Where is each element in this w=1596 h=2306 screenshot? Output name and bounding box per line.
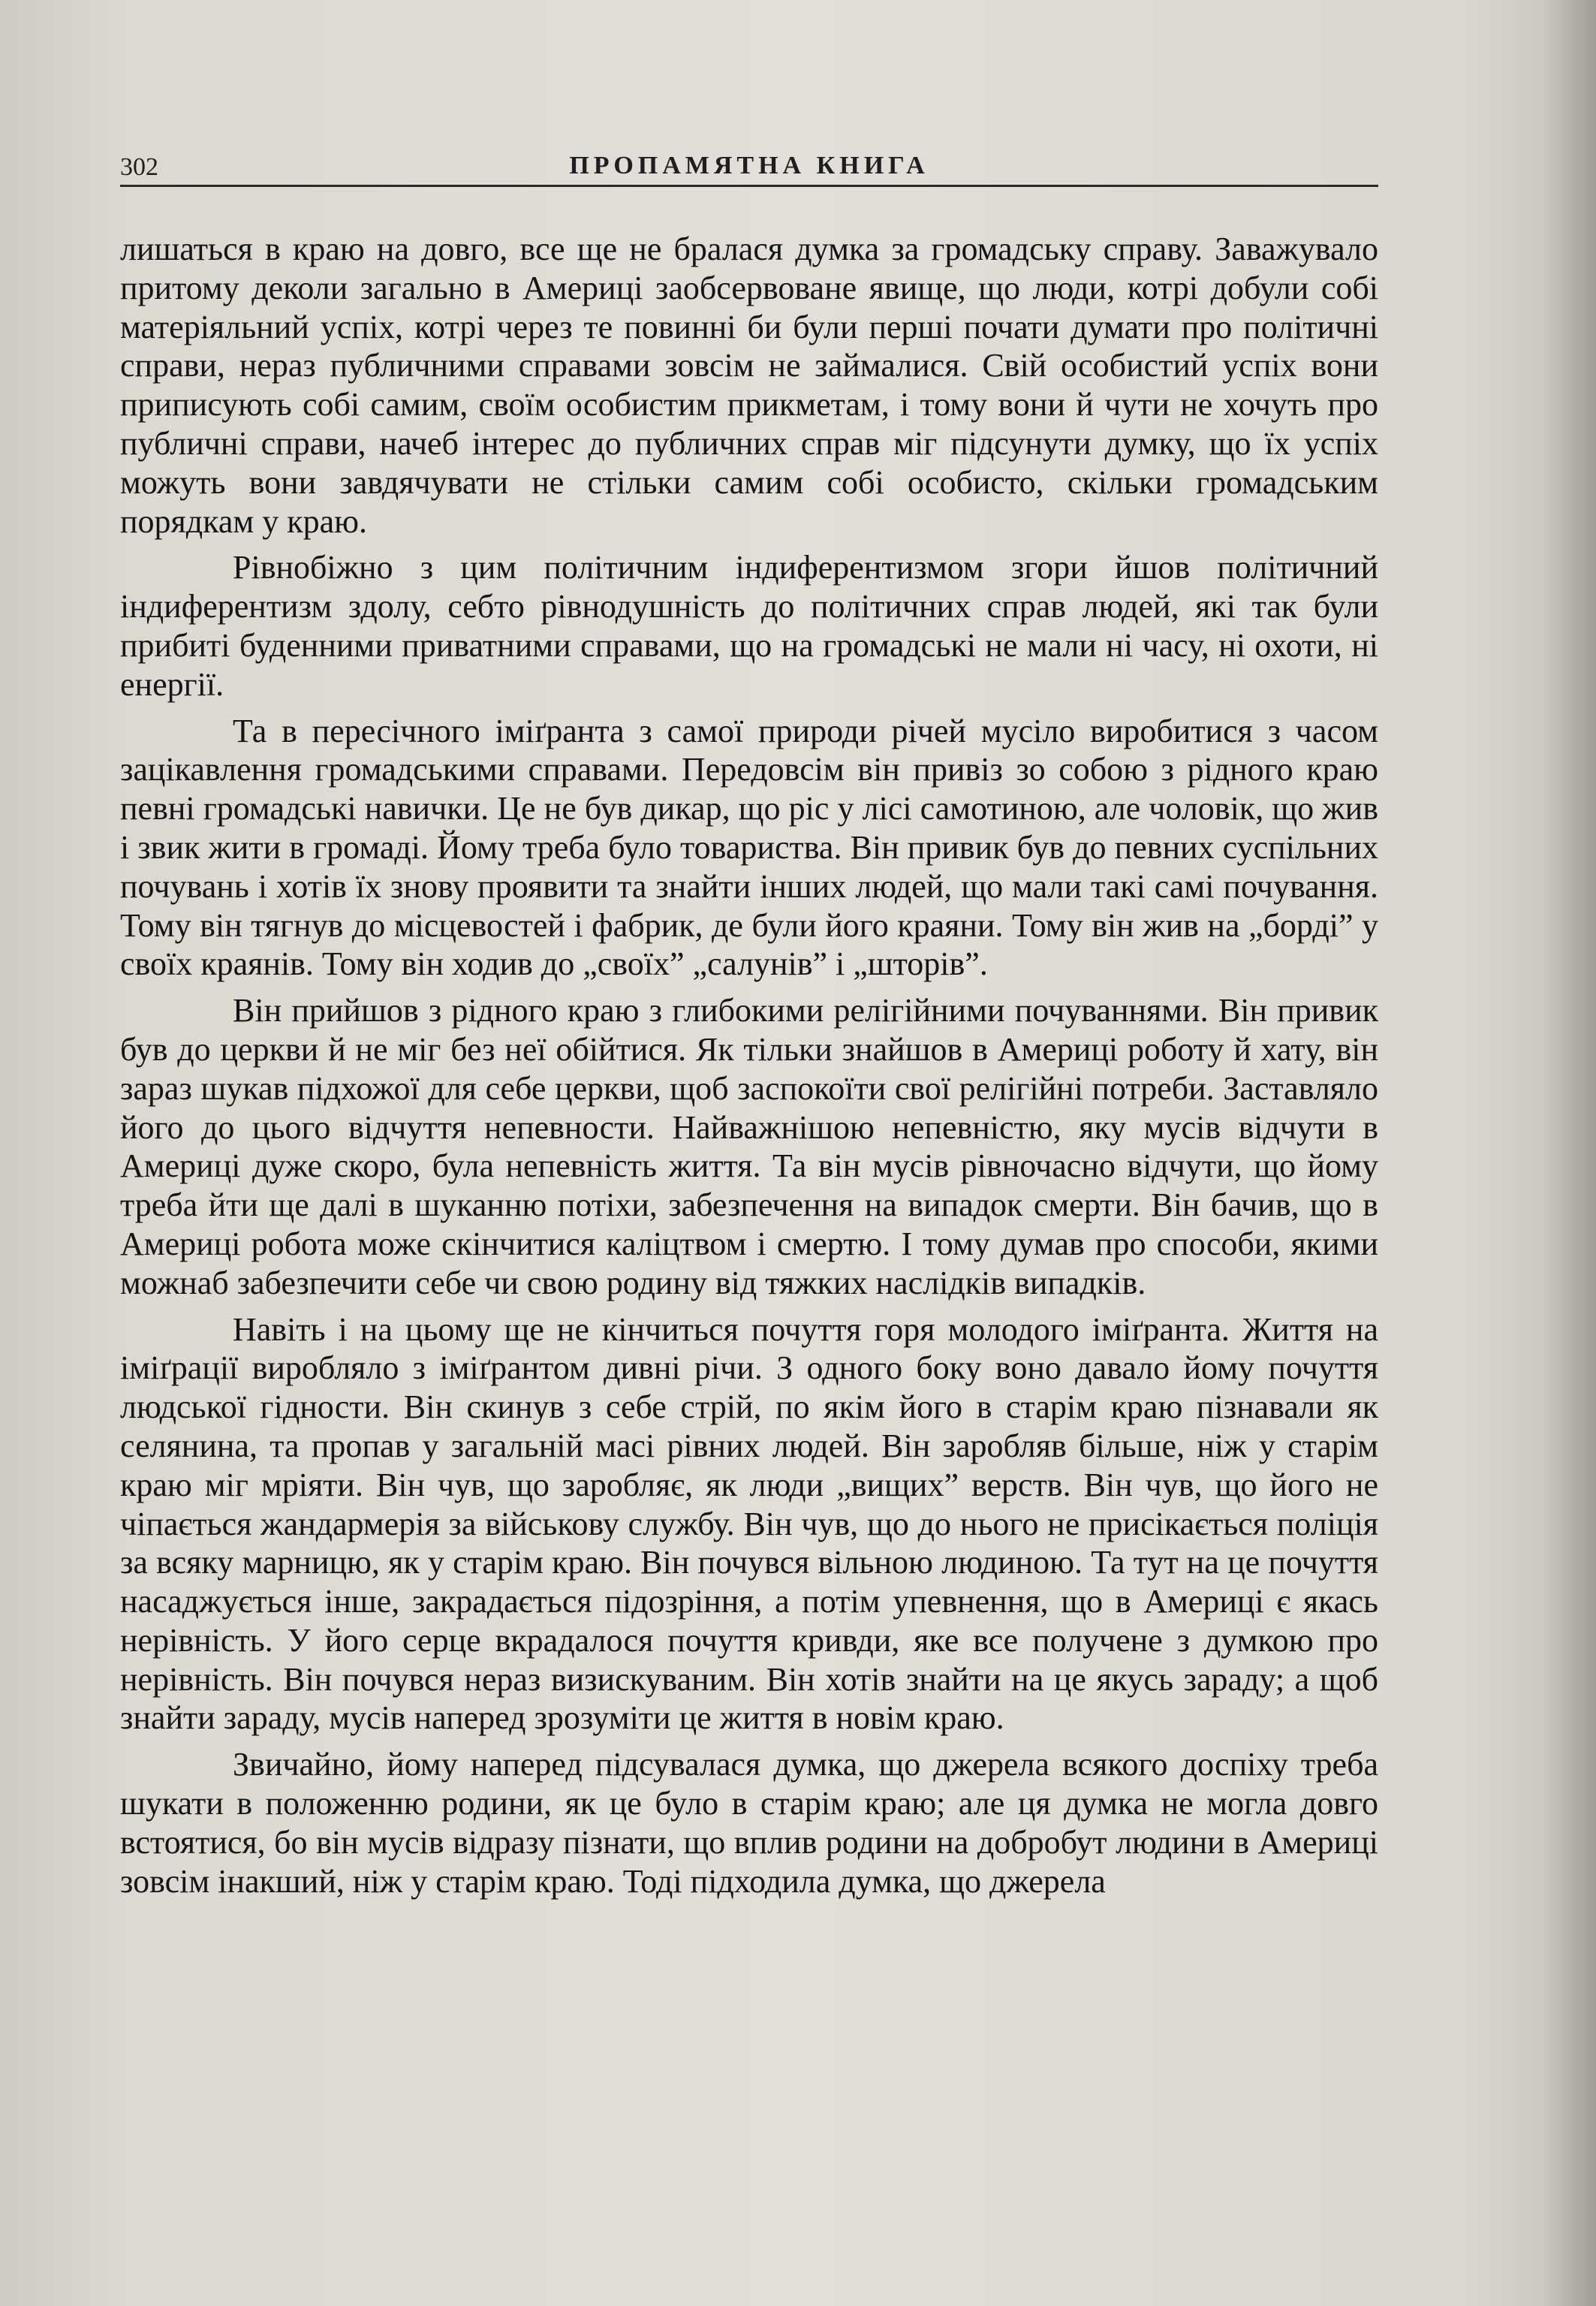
paragraph: Він прийшов з рідного краю з глибокими релігійними почуваннями. Він привик був до церкви й не міг без неї обійтися. Як тільки знайшов в Америці роботу й хату, він зараз шукав підхожої для себе церкви, щоб заспокоїти свої релігійні потреби. Заставляло його до цього відчуття непевности. Найважнішою непевністю, яку мусів відчути в Америці дуже скоро, була непевність життя. Та він мусів рівночасно відчути, що йому треба йти ще далі в шуканню потіхи, забезпечення на випадок смерти. Він бачив, що в Америці робота може скінчитися каліцтвом і смертю. І тому думав про способи, якими можнаб забезпечити себе чи свою родину від тяжких наслідків випадків. [120,992,1378,1301]
paragraph: Навіть і на цьому ще не кінчиться почуття горя молодого іміґранта. Життя на іміґрації виробляло з іміґрантом дивні річи. З одного боку воно давало йому почуття людської гідности. Він скинув з себе стрій, по якім його в старім краю пізнавали як селянина, та пропав у загальній масі рівних людей. Він заробляв більше, ніж у старім краю міг мріяти. Він чув, що заробляє, як люди „вищих” верств. Він чув, що його не чіпається жандармерія за військову службу. Він чув, що до нього не присікається поліція за всяку марницю, як у старім краю. Він почувся вільною людиною. Та тут на це почуття насаджується інше, закрадається підозріння, а потім упевнення, що в Америці є якась нерівність. У його серце вкрадалося почуття кривди, яке все получене з думкою про нерівність. Він почувся нераз визискуваним. Він хотів знайти на це якусь зараду; а щоб знайти зараду, мусів наперед зрозуміти це життя в новім краю. [120,1310,1378,1737]
running-title: ПРОПАМЯТНА КНИГА [569,152,929,179]
page-number: 302 [120,153,158,181]
paragraph: Рівнобіжно з цим політичним індиферентизмом згори йшов політичний індиферентизм здолу, себто рівнодушність до політичних справ людей, які так були прибиті буденними приватними справами, що на громадські не мали ні часу, ні охоти, ні енергії. [120,549,1378,703]
page-edge-shadow [1543,0,1596,2306]
body-text [120,230,1378,1908]
paragraph: Та в пересічного іміґранта з самої природи річей мусіло виробитися з часом зацікавлення громадськими справами. Передовсім він привіз зо собою з рідного краю певні громадські навички. Це не був дикар, що ріс у лісі самотиною, але чоловік, що жив і звик жити в громаді. Йому треба було товариства. Він привик був до певних суспільних почувань і хотів їх знову проявити та знайти інших людей, що мали такі самі почування. Тому він тягнув до місцевостей і фабрик, де були його краяни. Тому він жив на „борді” у своїх краянів. Тому він ходив до „своїх” „салунів” і „шторів”. [120,712,1378,983]
running-header [120,147,1378,187]
paragraph: Звичайно, йому наперед підсувалася думка, що джерела всякого доспіху треба шукати в положенню родини, як це було в старім краю; але ця думка не могла довго встоятися, бо він мусів відразу пізнати, що вплив родини на добробут людини в Америці зовсім інакший, ніж у старім краю. Тоді підходила думка, що джерела [120,1746,1378,1900]
paragraph: лишаться в краю на довго, все ще не бралася думка за громадську справу. Заважувало притому деколи загально в Америці заобсервоване явище, що люди, котрі добули собі матеріяльний успіх, котрі через те повинні би були перші почати думати про політичні справи, нераз публичними справами зовсім не займалися. Свій особистий успіх вони приписують собі самим, своїм особистим прикметам, і тому вони й чути не хочуть про публичні справи, начеб інтерес до публичних справ міг підсунути думку, що їх успіх можуть вони завдячувати не стільки самим собі особисто, скільки громадським порядкам у краю. [120,231,1378,540]
